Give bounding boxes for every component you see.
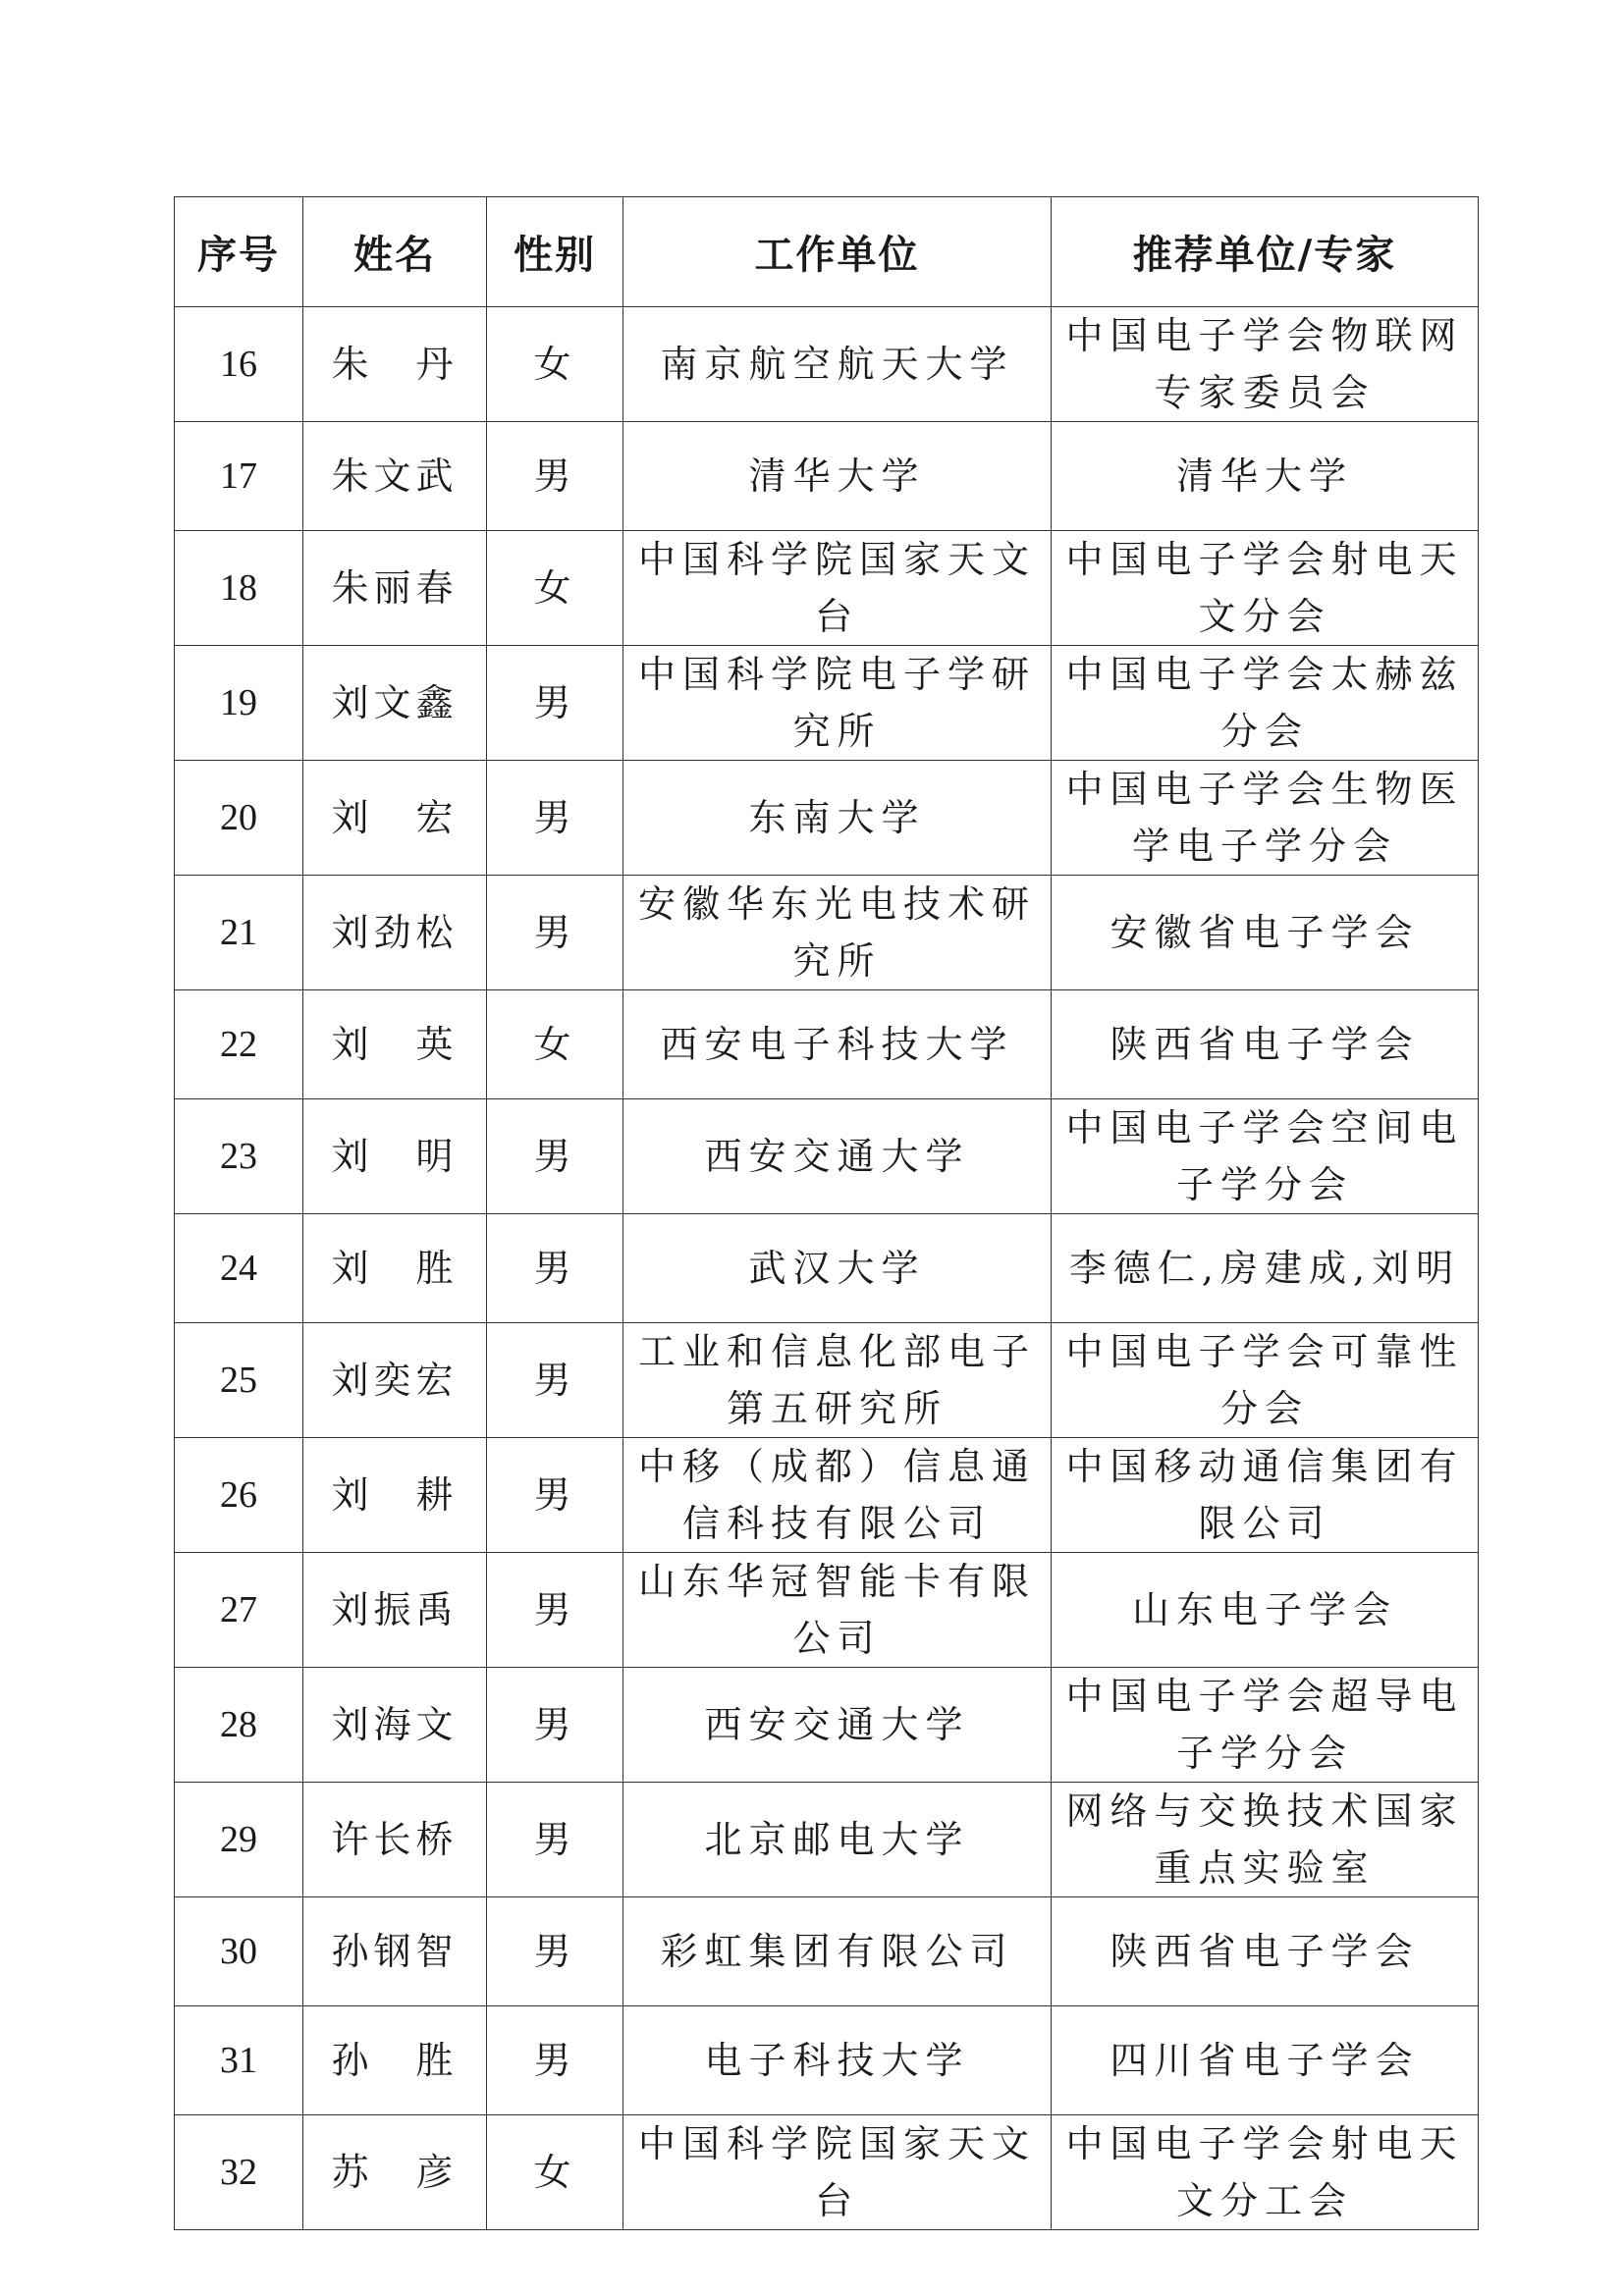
cell-gender: 男 xyxy=(487,1438,623,1553)
cell-index: 32 xyxy=(175,2115,303,2230)
table-row xyxy=(175,531,1479,646)
cell-recommender: 中国电子学会太赫兹分会 xyxy=(1052,646,1479,761)
cell-employer: 北京邮电大学 xyxy=(623,1783,1052,1897)
cell-index: 26 xyxy=(175,1438,303,1553)
cell-employer: 西安电子科技大学 xyxy=(623,990,1052,1099)
cell-name: 刘 英 xyxy=(303,990,487,1099)
cell-name: 孙钢智 xyxy=(303,1897,487,2006)
table-row xyxy=(175,1783,1479,1897)
cell-gender: 男 xyxy=(487,1214,623,1323)
cell-gender: 男 xyxy=(487,646,623,761)
cell-gender: 女 xyxy=(487,2115,623,2230)
cell-employer: 电子科技大学 xyxy=(623,2006,1052,2115)
header-index: 序号 xyxy=(175,197,303,307)
cell-name: 刘 胜 xyxy=(303,1214,487,1323)
cell-index: 25 xyxy=(175,1323,303,1438)
cell-name: 刘文鑫 xyxy=(303,646,487,761)
table-row xyxy=(175,422,1479,531)
cell-employer: 中国科学院国家天文台 xyxy=(623,531,1052,646)
cell-employer: 工业和信息化部电子第五研究所 xyxy=(623,1323,1052,1438)
table-row xyxy=(175,1214,1479,1323)
cell-recommender: 中国电子学会可靠性分会 xyxy=(1052,1323,1479,1438)
cell-gender: 男 xyxy=(487,2006,623,2115)
nominee-table xyxy=(174,196,1479,2230)
cell-recommender: 中国移动通信集团有限公司 xyxy=(1052,1438,1479,1553)
cell-index: 31 xyxy=(175,2006,303,2115)
cell-employer: 彩虹集团有限公司 xyxy=(623,1897,1052,2006)
cell-name: 孙 胜 xyxy=(303,2006,487,2115)
table-row xyxy=(175,1438,1479,1553)
cell-index: 29 xyxy=(175,1783,303,1897)
cell-employer: 清华大学 xyxy=(623,422,1052,531)
cell-recommender: 中国电子学会射电天文分工会 xyxy=(1052,2115,1479,2230)
cell-index: 23 xyxy=(175,1099,303,1214)
cell-name: 刘奕宏 xyxy=(303,1323,487,1438)
cell-recommender: 网络与交换技术国家重点实验室 xyxy=(1052,1783,1479,1897)
table-row xyxy=(175,1099,1479,1214)
cell-name: 朱丽春 xyxy=(303,531,487,646)
table-row xyxy=(175,876,1479,990)
cell-index: 30 xyxy=(175,1897,303,2006)
cell-index: 28 xyxy=(175,1668,303,1783)
cell-employer: 武汉大学 xyxy=(623,1214,1052,1323)
cell-recommender: 中国电子学会超导电子学分会 xyxy=(1052,1668,1479,1783)
header-recommender: 推荐单位/专家 xyxy=(1052,197,1479,307)
cell-recommender: 四川省电子学会 xyxy=(1052,2006,1479,2115)
cell-gender: 男 xyxy=(487,1668,623,1783)
cell-name: 刘海文 xyxy=(303,1668,487,1783)
cell-employer: 东南大学 xyxy=(623,761,1052,876)
cell-gender: 男 xyxy=(487,761,623,876)
cell-index: 16 xyxy=(175,307,303,422)
table-row xyxy=(175,990,1479,1099)
table-row xyxy=(175,307,1479,422)
table-row xyxy=(175,646,1479,761)
cell-recommender: 安徽省电子学会 xyxy=(1052,876,1479,990)
cell-index: 17 xyxy=(175,422,303,531)
cell-recommender: 中国电子学会生物医学电子学分会 xyxy=(1052,761,1479,876)
cell-gender: 男 xyxy=(487,1897,623,2006)
header-name: 姓名 xyxy=(303,197,487,307)
cell-employer: 西安交通大学 xyxy=(623,1668,1052,1783)
cell-name: 朱 丹 xyxy=(303,307,487,422)
cell-recommender: 中国电子学会空间电子学分会 xyxy=(1052,1099,1479,1214)
cell-index: 18 xyxy=(175,531,303,646)
cell-name: 朱文武 xyxy=(303,422,487,531)
table-row xyxy=(175,1553,1479,1668)
cell-name: 刘劲松 xyxy=(303,876,487,990)
cell-recommender: 李德仁,房建成,刘明 xyxy=(1052,1214,1479,1323)
cell-recommender: 山东电子学会 xyxy=(1052,1553,1479,1668)
cell-gender: 男 xyxy=(487,1099,623,1214)
cell-recommender: 陕西省电子学会 xyxy=(1052,990,1479,1099)
cell-gender: 男 xyxy=(487,1323,623,1438)
cell-employer: 中国科学院电子学研究所 xyxy=(623,646,1052,761)
table-row xyxy=(175,1323,1479,1438)
cell-gender: 男 xyxy=(487,1783,623,1897)
cell-gender: 男 xyxy=(487,422,623,531)
cell-employer: 中国科学院国家天文台 xyxy=(623,2115,1052,2230)
header-employer: 工作单位 xyxy=(623,197,1052,307)
cell-index: 20 xyxy=(175,761,303,876)
table-header-row xyxy=(175,197,1479,307)
cell-employer: 南京航空航天大学 xyxy=(623,307,1052,422)
cell-name: 刘振禹 xyxy=(303,1553,487,1668)
cell-employer: 山东华冠智能卡有限公司 xyxy=(623,1553,1052,1668)
cell-index: 24 xyxy=(175,1214,303,1323)
cell-gender: 男 xyxy=(487,876,623,990)
cell-index: 21 xyxy=(175,876,303,990)
table-row xyxy=(175,2115,1479,2230)
cell-recommender: 清华大学 xyxy=(1052,422,1479,531)
cell-recommender: 陕西省电子学会 xyxy=(1052,1897,1479,2006)
cell-name: 刘 明 xyxy=(303,1099,487,1214)
table-row xyxy=(175,1897,1479,2006)
table-row xyxy=(175,761,1479,876)
cell-gender: 女 xyxy=(487,307,623,422)
cell-gender: 女 xyxy=(487,531,623,646)
cell-index: 22 xyxy=(175,990,303,1099)
cell-gender: 女 xyxy=(487,990,623,1099)
cell-name: 刘 耕 xyxy=(303,1438,487,1553)
cell-recommender: 中国电子学会射电天文分会 xyxy=(1052,531,1479,646)
cell-employer: 安徽华东光电技术研究所 xyxy=(623,876,1052,990)
cell-name: 苏 彦 xyxy=(303,2115,487,2230)
table-row xyxy=(175,2006,1479,2115)
cell-employer: 中移（成都）信息通信科技有限公司 xyxy=(623,1438,1052,1553)
cell-name: 许长桥 xyxy=(303,1783,487,1897)
cell-recommender: 中国电子学会物联网专家委员会 xyxy=(1052,307,1479,422)
table-row xyxy=(175,1668,1479,1783)
cell-employer: 西安交通大学 xyxy=(623,1099,1052,1214)
cell-gender: 男 xyxy=(487,1553,623,1668)
header-gender: 性别 xyxy=(487,197,623,307)
cell-index: 19 xyxy=(175,646,303,761)
cell-name: 刘 宏 xyxy=(303,761,487,876)
cell-index: 27 xyxy=(175,1553,303,1668)
